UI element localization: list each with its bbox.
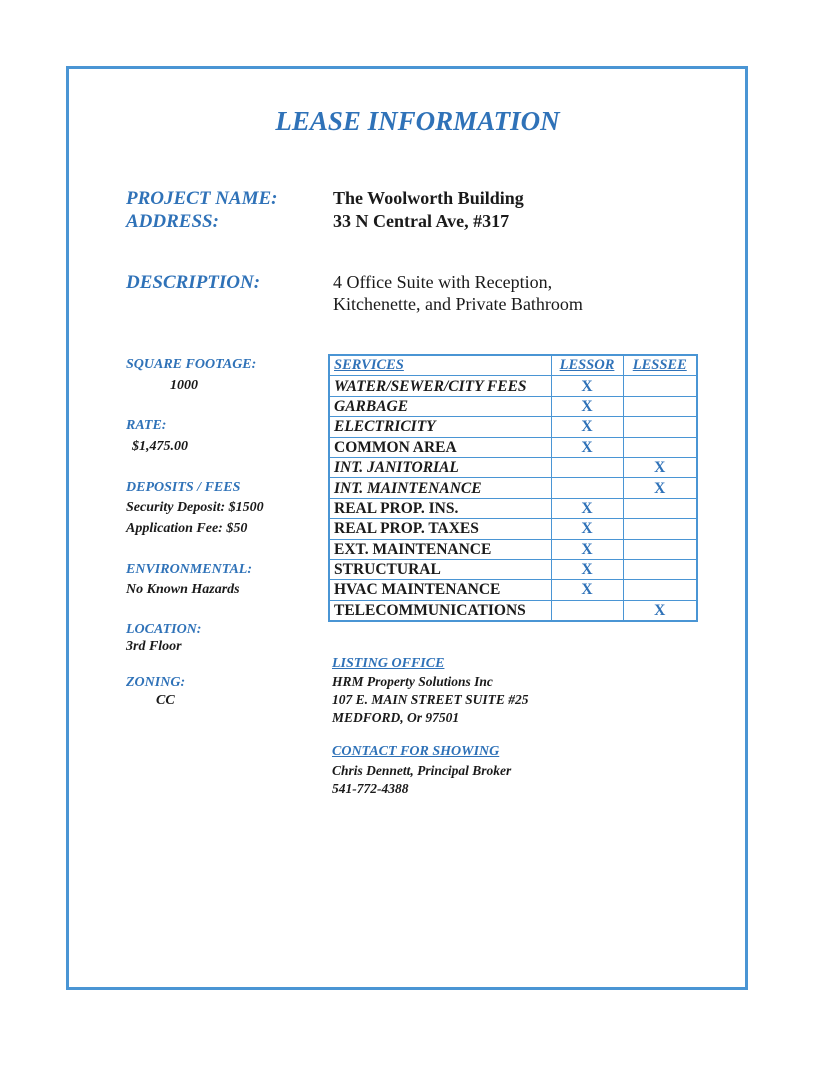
lessee-cell: X bbox=[623, 600, 697, 621]
lessor-cell: X bbox=[551, 580, 623, 600]
lessee-cell bbox=[623, 580, 697, 600]
contact-phone: 541-772-4388 bbox=[332, 781, 409, 796]
lessor-cell: X bbox=[551, 498, 623, 518]
table-row bbox=[329, 376, 697, 396]
square-footage-label: SQUARE FOOTAGE: bbox=[126, 357, 257, 372]
contact-name: Chris Dennett, Principal Broker bbox=[332, 763, 512, 778]
lessor-cell bbox=[551, 600, 623, 621]
service-cell: INT. JANITORIAL bbox=[329, 457, 551, 477]
description-line-1: 4 Office Suite with Reception, bbox=[333, 272, 553, 292]
lessee-cell: X bbox=[623, 478, 697, 498]
project-name-label: PROJECT NAME: bbox=[126, 188, 278, 209]
lessor-cell: X bbox=[551, 396, 623, 416]
lessor-header: LESSOR bbox=[551, 355, 623, 376]
zoning-value: CC bbox=[156, 693, 175, 708]
project-name-value: The Woolworth Building bbox=[333, 188, 524, 208]
security-deposit: Security Deposit: $1500 bbox=[126, 500, 264, 515]
description-label: DESCRIPTION: bbox=[126, 272, 261, 293]
service-cell: REAL PROP. INS. bbox=[329, 498, 551, 518]
square-footage-value: 1000 bbox=[170, 378, 198, 393]
table-row bbox=[329, 498, 697, 518]
listing-office-street: 107 E. MAIN STREET SUITE #25 bbox=[332, 692, 529, 707]
application-fee: Application Fee: $50 bbox=[126, 521, 248, 536]
listing-office-label: LISTING OFFICE bbox=[332, 656, 445, 671]
lessor-cell bbox=[551, 478, 623, 498]
rate-value: $1,475.00 bbox=[132, 439, 188, 454]
lessee-cell bbox=[623, 437, 697, 457]
lessee-cell bbox=[623, 498, 697, 518]
service-cell: GARBAGE bbox=[329, 396, 551, 416]
service-cell: REAL PROP. TAXES bbox=[329, 519, 551, 539]
page-title: LEASE INFORMATION bbox=[275, 106, 560, 136]
listing-office-city: MEDFORD, Or 97501 bbox=[332, 710, 460, 725]
lessee-cell: X bbox=[623, 457, 697, 477]
table-row bbox=[329, 396, 697, 416]
table-row bbox=[329, 437, 697, 457]
rate-label: RATE: bbox=[126, 418, 167, 433]
environmental-label: ENVIRONMENTAL: bbox=[126, 562, 253, 577]
description-line-2: Kitchenette, and Private Bathroom bbox=[333, 294, 583, 314]
lessor-cell: X bbox=[551, 376, 623, 396]
service-cell: ELECTRICITY bbox=[329, 417, 551, 437]
lessee-cell bbox=[623, 417, 697, 437]
lessor-cell: X bbox=[551, 417, 623, 437]
address-label: ADDRESS: bbox=[126, 211, 219, 232]
services-header-row bbox=[329, 355, 697, 376]
environmental-value: No Known Hazards bbox=[126, 582, 240, 597]
service-cell: HVAC MAINTENANCE bbox=[329, 580, 551, 600]
lessor-cell bbox=[551, 457, 623, 477]
lessee-cell bbox=[623, 376, 697, 396]
zoning-label: ZONING: bbox=[126, 675, 186, 690]
service-cell: EXT. MAINTENANCE bbox=[329, 539, 551, 559]
lessee-cell bbox=[623, 559, 697, 579]
lessee-cell bbox=[623, 519, 697, 539]
lessor-cell: X bbox=[551, 437, 623, 457]
service-cell: WATER/SEWER/CITY FEES bbox=[329, 376, 551, 396]
deposits-label: DEPOSITS / FEES bbox=[126, 480, 241, 495]
contact-label: CONTACT FOR SHOWING bbox=[332, 744, 500, 759]
listing-office-name: HRM Property Solutions Inc bbox=[332, 674, 493, 689]
service-cell: TELECOMMUNICATIONS bbox=[329, 600, 551, 621]
service-cell: INT. MAINTENANCE bbox=[329, 478, 551, 498]
service-cell: STRUCTURAL bbox=[329, 559, 551, 579]
table-row bbox=[329, 519, 697, 539]
lessor-cell: X bbox=[551, 519, 623, 539]
lessee-cell bbox=[623, 396, 697, 416]
services-table bbox=[328, 354, 698, 622]
lessee-cell bbox=[623, 539, 697, 559]
lessor-cell: X bbox=[551, 559, 623, 579]
services-table-body bbox=[329, 376, 697, 621]
table-row bbox=[329, 478, 697, 498]
lessor-cell: X bbox=[551, 539, 623, 559]
location-value: 3rd Floor bbox=[126, 639, 182, 654]
lessee-header: LESSEE bbox=[623, 355, 697, 376]
service-cell: COMMON AREA bbox=[329, 437, 551, 457]
address-value: 33 N Central Ave, #317 bbox=[333, 211, 510, 231]
services-header: SERVICES bbox=[329, 355, 551, 376]
table-row bbox=[329, 457, 697, 477]
table-row bbox=[329, 417, 697, 437]
table-row bbox=[329, 580, 697, 600]
table-row bbox=[329, 600, 697, 621]
location-label: LOCATION: bbox=[126, 622, 202, 637]
table-row bbox=[329, 539, 697, 559]
table-row bbox=[329, 559, 697, 579]
